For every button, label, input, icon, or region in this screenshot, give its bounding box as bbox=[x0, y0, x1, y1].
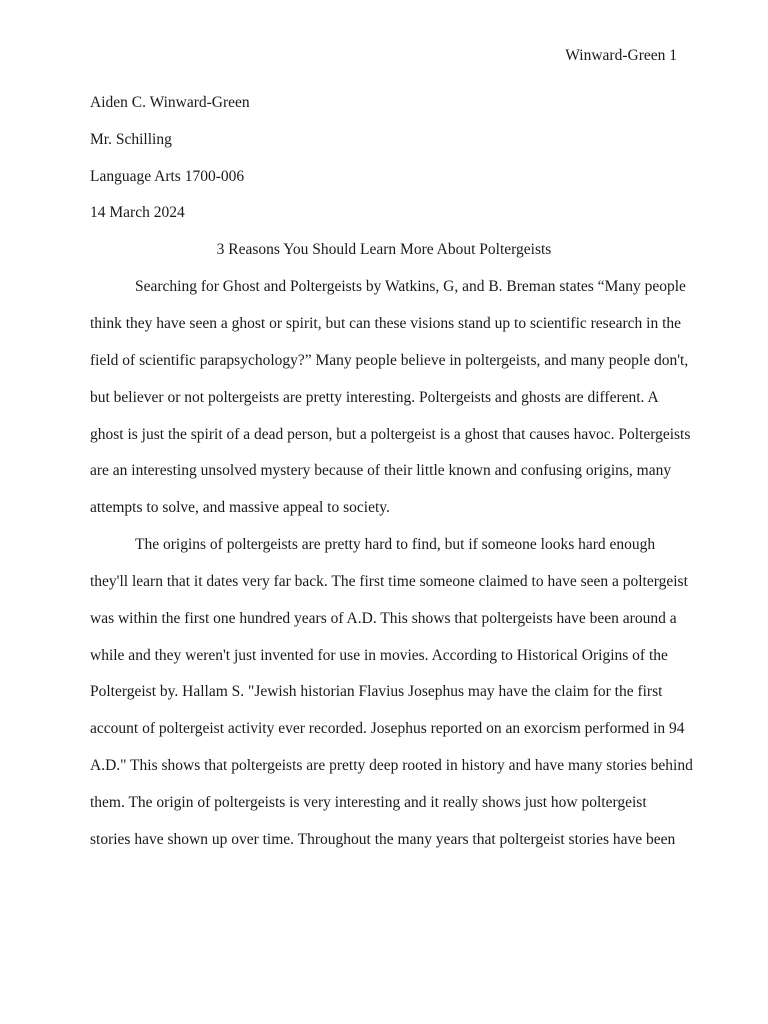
body-line: them. The origin of poltergeists is very interesting and it really shows just how poltergeist bbox=[90, 794, 647, 811]
body-line: are an interesting unsolved mystery because of their little known and confusing origins, many bbox=[90, 462, 672, 479]
body-line: A.D." This shows that poltergeists are pretty deep rooted in history and have many stories behind bbox=[90, 757, 693, 774]
body-line: while and they weren't just invented for use in movies. According to Historical Origins of the bbox=[90, 647, 668, 664]
body-line: but believer or not poltergeists are pretty interesting. Poltergeists and ghosts are different. A bbox=[90, 389, 659, 406]
body-line: attempts to solve, and massive appeal to society. bbox=[90, 499, 390, 516]
body-line: Searching for Ghost and Poltergeists by Watkins, G, and B. Breman states “Many people bbox=[135, 278, 686, 295]
body-line: stories have shown up over time. Throughout the many years that poltergeist stories have been bbox=[90, 831, 676, 848]
date: 14 March 2024 bbox=[90, 204, 185, 221]
teacher-name: Mr. Schilling bbox=[90, 131, 172, 148]
body-line: Poltergeist by. Hallam S. "Jewish historian Flavius Josephus may have the claim for the first bbox=[90, 683, 663, 700]
student-name: Aiden C. Winward-Green bbox=[90, 94, 250, 111]
body-line: ghost is just the spirit of a dead person, but a poltergeist is a ghost that causes havoc. Poltergeists bbox=[90, 426, 691, 443]
body-line: they'll learn that it dates very far back. The first time someone claimed to have seen a poltergeist bbox=[90, 573, 688, 590]
course-name: Language Arts 1700-006 bbox=[90, 168, 245, 185]
body-line: account of poltergeist activity ever recorded. Josephus reported on an exorcism performed in 94 bbox=[90, 720, 685, 737]
essay-title: 3 Reasons You Should Learn More About Poltergeists bbox=[216, 241, 552, 258]
body-line: was within the first one hundred years of A.D. This shows that poltergeists have been around a bbox=[90, 610, 677, 627]
body-line: field of scientific parapsychology?” Many people believe in poltergeists, and many people don't, bbox=[90, 352, 689, 369]
running-head: Winward-Green 1 bbox=[565, 47, 677, 64]
body-line: The origins of poltergeists are pretty hard to find, but if someone looks hard enough bbox=[135, 536, 656, 553]
body-line: think they have seen a ghost or spirit, but can these visions stand up to scientific research in the bbox=[90, 315, 682, 332]
